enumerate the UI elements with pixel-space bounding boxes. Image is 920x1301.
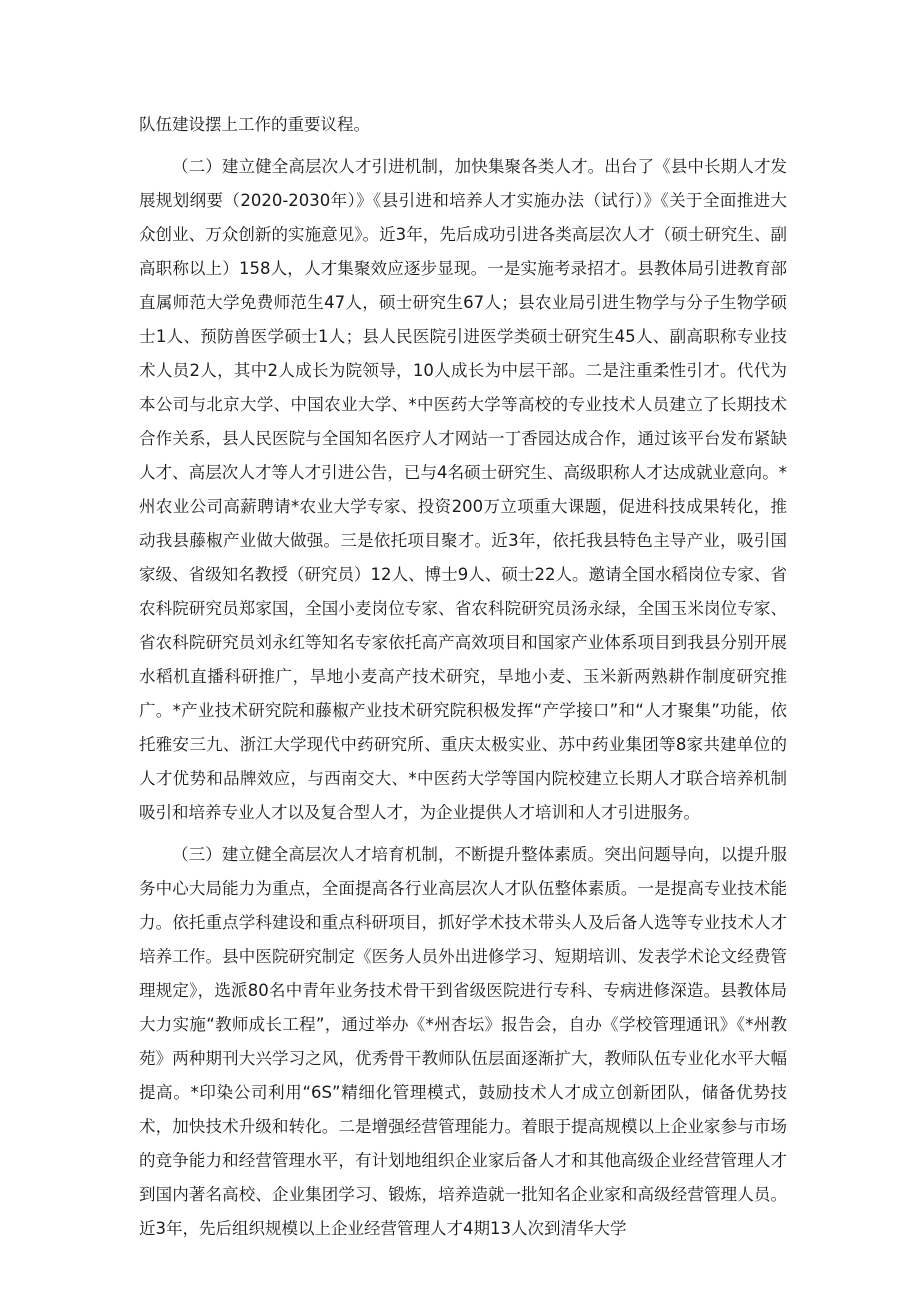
paragraph-talent-introduction: （二）建立健全高层次人才引进机制，加快集聚各类人才。出台了《县中长期人才发展规划纲要（2020-2030年）》《县引进和培养人才实施办法（试行）》《关于全面推进大众创业、万众创新的实施意见》。近3年，先后成功引进各类高层次人才（硕士研究生、副高职称以上）158人，人才集聚效应逐步显现。一是实施考录招才。县教体局引进教育部直属师范大学免费师范生47人，硕士研究生67人；县农业局引进生物学与分子生物学硕士1人、预防兽医学硕士1人；县人民医院引进医学类硕士研究生45人、副高职称专业技术人员2人，其中2人成长为院领导，10人成长为中层干部。二是注重柔性引才。代代为本公司与北京大学、中国农业大学、*中医药大学等高校的专业技术人员建立了长期技术合作关系，县人民医院与全国知名医疗人才网站一丁香园达成合作，通过该平台发布紧缺人才、高层次人才等人才引进公告，已与4名硕士研究生、高级职称人才达成就业意向。*州农业公司高薪聘请*农业大学专家、投资200万立项重大课题，促进科技成果转化，推动我县藤椒产业做大做强。三是依托项目聚才。近3年，依托我县特色主导产业，吸引国家级、省级知名教授（研究员）12人、博士9人、硕士22人。邀请全国水稻岗位专家、省农科院研究员郑家国，全国小麦岗位专家、省农科院研究员汤永绿，全国玉米岗位专家、省农科院研究员刘永红等知名专家依托高产高效项目和国家产业体系项目到我县分别开展水稻机直播科研推广，旱地小麦高产技术研究，旱地小麦、玉米新两熟耕作制度研究推广。*产业技术研究院和藤椒产业技术研究院积极发挥“产学接口”和“人才聚集”功能，依托雅安三九、浙江大学现代中药研究所、重庆太极实业、苏中药业集团等8家共建单位的人才优势和品牌效应，与西南交大、*中医药大学等国内院校建立长期人才联合培养机制吸引和培养专业人才以及复合型人才，为企业提供人才培训和人才引进服务。 xyxy=(139,157,787,822)
document-body xyxy=(139,108,787,1246)
paragraph-continuation: 队伍建设摆上工作的重要议程。 xyxy=(139,115,370,134)
paragraph-talent-cultivation: （三）建立健全高层次人才培育机制，不断提升整体素质。突出问题导向，以提升服务中心大局能力为重点，全面提高各行业高层次人才队伍整体素质。一是提高专业技术能力。依托重点学科建设和重点科研项目，抓好学术技术带头人及后备人选等专业技术人才培养工作。县中医院研究制定《医务人员外出进修学习、短期培训、发表学术论文经费管理规定》，选派80名中青年业务技术骨干到省级医院进行专科、专病进修深造。县教体局大力实施“教师成长工程”，通过举办《*州杏坛》报告会，自办《学校管理通讯》《*州教苑》两种期刊大兴学习之风，优秀骨干教师队伍层面逐渐扩大，教师队伍专业化水平大幅提高。*印染公司利用“6S”精细化管理模式，鼓励技术人才成立创新团队，储备优势技术，加快技术升级和转化。二是增强经营管理能力。着眼于提高规模以上企业家参与市场的竞争能力和经营管理水平，有计划地组织企业家后备人才和其他高级企业经营管理人才到国内著名高校、企业集团学习、锻炼，培养造就一批知名企业家和高级经营管理人员。近3年，先后组织规模以上企业经营管理人才4期13人次到清华大学 xyxy=(139,845,787,1238)
